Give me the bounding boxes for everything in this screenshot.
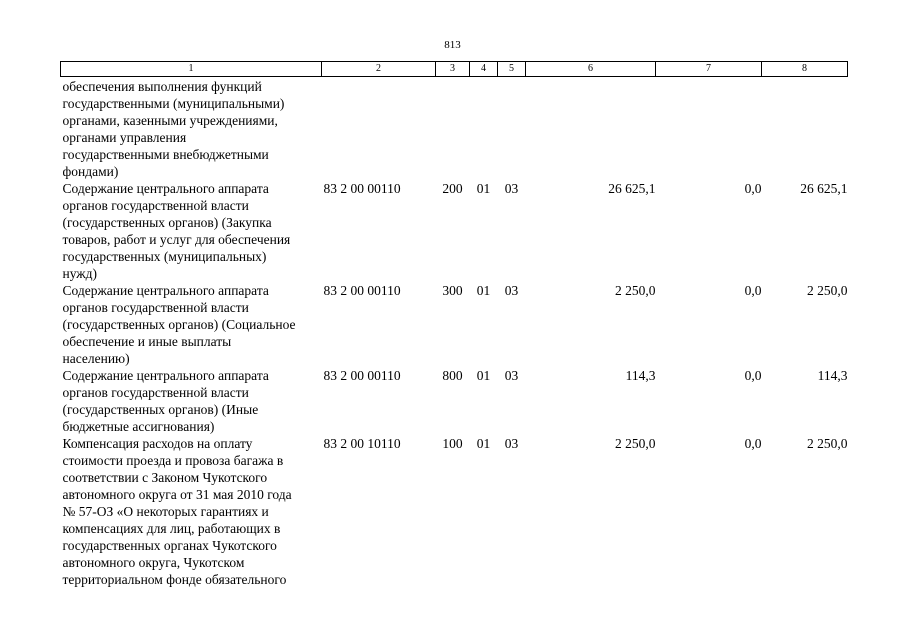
target-article-code: 83 2 00 00110	[323, 368, 401, 383]
expense-type	[436, 77, 470, 181]
amount-col6: 114,3	[625, 368, 656, 383]
target-article-code: 83 2 00 10110	[323, 436, 401, 451]
page-number: 813	[444, 39, 461, 51]
row-description: обеспечения выполнения функций государственными (муниципальными) органами, казенными учреждениями, органами управления государственными внебюджетными фондами)	[62, 79, 285, 179]
amount-col6: 26 625,1	[608, 181, 656, 196]
column-header: 6	[526, 62, 656, 77]
amount-col7: 0,0	[744, 436, 762, 451]
column-header: 4	[470, 62, 498, 77]
section: 01	[476, 283, 491, 298]
column-header: 3	[436, 62, 470, 77]
amount-col8	[762, 77, 848, 181]
column-header: 5	[498, 62, 526, 77]
amount-col8: 114,3	[817, 368, 848, 383]
section	[470, 77, 498, 181]
section: 01	[476, 368, 491, 383]
table-row	[61, 180, 848, 282]
expense-type: 200	[442, 181, 463, 196]
column-header: 2	[322, 62, 436, 77]
row-description: Содержание центрального аппарата органов государственной власти (государственных органов) (Социальное обеспечение и иные выплаты населению)	[62, 283, 296, 366]
budget-table	[60, 61, 848, 588]
subsection	[498, 77, 526, 181]
row-description: Содержание центрального аппарата органов государственной власти (государственных органов) (Закупка товаров, работ и услуг для обеспечения государственных (муниципальных) нужд)	[62, 181, 291, 281]
expense-type: 800	[442, 368, 463, 383]
row-description: Компенсация расходов на оплату стоимости проезда и провоза багажа в соответствии с Законом Чукотского автономного округа от 31 мая 2010 года № 57-ОЗ «О некоторых гарантиях и компенсациях для лиц, работающих в государственных органах Чукотского автономного округа, Чукотском территориальном фонде обязательного	[62, 436, 292, 587]
column-header-row	[61, 62, 848, 77]
amount-col7: 0,0	[744, 368, 762, 383]
amount-col6: 2 250,0	[615, 436, 656, 451]
table-row	[61, 367, 848, 435]
amount-col7: 0,0	[744, 283, 762, 298]
subsection: 03	[504, 436, 519, 451]
amount-col6: 2 250,0	[615, 283, 656, 298]
amount-col8: 2 250,0	[807, 436, 848, 451]
table-row	[61, 282, 848, 367]
table-row	[61, 77, 848, 181]
amount-col7	[656, 77, 762, 181]
target-article-code: 83 2 00 00110	[323, 283, 401, 298]
amount-col8: 26 625,1	[800, 181, 848, 196]
target-article-code: 83 2 00 00110	[323, 181, 401, 196]
expense-type: 300	[442, 283, 463, 298]
amount-col6	[526, 77, 656, 181]
subsection: 03	[504, 283, 519, 298]
table-row	[61, 435, 848, 588]
row-description: Содержание центрального аппарата органов государственной власти (государственных органов) (Иные бюджетные ассигнования)	[62, 368, 269, 434]
expense-type: 100	[442, 436, 463, 451]
column-header: 7	[656, 62, 762, 77]
subsection: 03	[504, 181, 519, 196]
section: 01	[476, 436, 491, 451]
subsection: 03	[504, 368, 519, 383]
target-article-code	[322, 77, 436, 181]
column-header: 1	[61, 62, 322, 77]
column-header: 8	[762, 62, 848, 77]
amount-col8: 2 250,0	[807, 283, 848, 298]
section: 01	[476, 181, 491, 196]
amount-col7: 0,0	[744, 181, 762, 196]
